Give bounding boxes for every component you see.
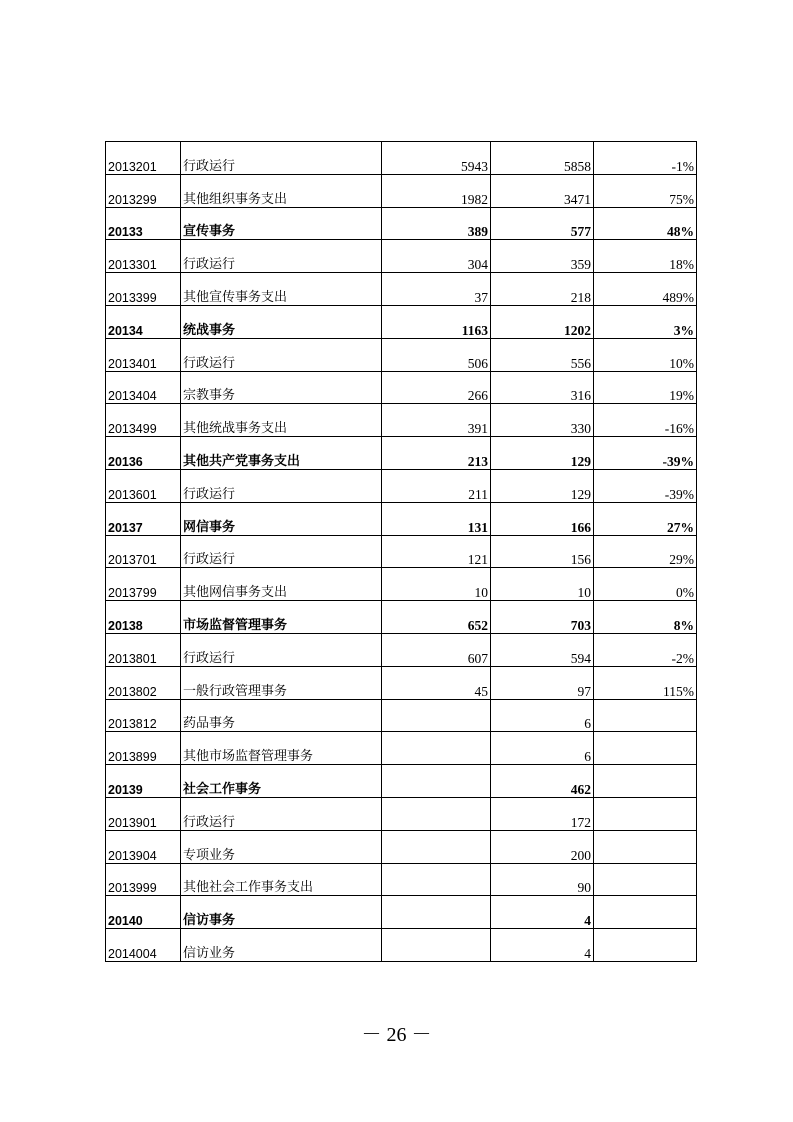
prior-value-cell (382, 699, 491, 732)
code-cell: 2013701 (106, 535, 181, 568)
name-cell: 行政运行 (181, 797, 382, 830)
change-percent-cell: 75% (594, 174, 697, 207)
current-value-cell: 1202 (491, 305, 594, 338)
prior-value-cell: 37 (382, 273, 491, 306)
code-cell: 2014004 (106, 929, 181, 962)
change-percent-cell (594, 830, 697, 863)
current-value-cell: 90 (491, 863, 594, 896)
category-row (106, 502, 697, 535)
name-cell: 宣传事务 (181, 207, 382, 240)
name-cell: 宗教事务 (181, 371, 382, 404)
name-cell: 行政运行 (181, 535, 382, 568)
change-percent-cell (594, 929, 697, 962)
prior-value-cell (382, 863, 491, 896)
current-value-cell: 166 (491, 502, 594, 535)
table-row (106, 797, 697, 830)
name-cell: 药品事务 (181, 699, 382, 732)
change-percent-cell (594, 863, 697, 896)
table-row (106, 273, 697, 306)
name-cell: 其他宣传事务支出 (181, 273, 382, 306)
change-percent-cell (594, 765, 697, 798)
name-cell: 其他市场监督管理事务 (181, 732, 382, 765)
current-value-cell: 703 (491, 601, 594, 634)
prior-value-cell (382, 765, 491, 798)
table-row (106, 863, 697, 896)
code-cell: 20133 (106, 207, 181, 240)
code-cell: 2013901 (106, 797, 181, 830)
prior-value-cell: 211 (382, 469, 491, 502)
code-cell: 2013601 (106, 469, 181, 502)
code-cell: 20140 (106, 896, 181, 929)
change-percent-cell: 19% (594, 371, 697, 404)
category-row (106, 305, 697, 338)
current-value-cell: 200 (491, 830, 594, 863)
name-cell: 信访业务 (181, 929, 382, 962)
code-cell: 2013812 (106, 699, 181, 732)
code-cell: 20137 (106, 502, 181, 535)
name-cell: 市场监督管理事务 (181, 601, 382, 634)
name-cell: 其他共产党事务支出 (181, 437, 382, 470)
change-percent-cell: 3% (594, 305, 697, 338)
current-value-cell: 3471 (491, 174, 594, 207)
current-value-cell: 97 (491, 666, 594, 699)
table-row (106, 666, 697, 699)
code-cell: 2013499 (106, 404, 181, 437)
category-row (106, 601, 697, 634)
prior-value-cell: 10 (382, 568, 491, 601)
table-row (106, 830, 697, 863)
table-row (106, 371, 697, 404)
prior-value-cell: 389 (382, 207, 491, 240)
current-value-cell: 594 (491, 633, 594, 666)
prior-value-cell: 304 (382, 240, 491, 273)
current-value-cell: 462 (491, 765, 594, 798)
code-cell: 20134 (106, 305, 181, 338)
change-percent-cell: -39% (594, 469, 697, 502)
code-cell: 2013301 (106, 240, 181, 273)
change-percent-cell: -1% (594, 142, 697, 175)
table-row (106, 240, 697, 273)
prior-value-cell (382, 797, 491, 830)
code-cell: 20138 (106, 601, 181, 634)
name-cell: 行政运行 (181, 469, 382, 502)
code-cell: 2013802 (106, 666, 181, 699)
category-row (106, 207, 697, 240)
category-row (106, 765, 697, 798)
name-cell: 一般行政管理事务 (181, 666, 382, 699)
current-value-cell: 556 (491, 338, 594, 371)
table-row (106, 699, 697, 732)
code-cell: 2013801 (106, 633, 181, 666)
prior-value-cell: 5943 (382, 142, 491, 175)
name-cell: 统战事务 (181, 305, 382, 338)
current-value-cell: 5858 (491, 142, 594, 175)
change-percent-cell: 18% (594, 240, 697, 273)
prior-value-cell: 266 (382, 371, 491, 404)
change-percent-cell: 115% (594, 666, 697, 699)
budget-table (105, 141, 697, 962)
table-row (106, 404, 697, 437)
current-value-cell: 218 (491, 273, 594, 306)
current-value-cell: 172 (491, 797, 594, 830)
prior-value-cell: 1982 (382, 174, 491, 207)
name-cell: 行政运行 (181, 338, 382, 371)
prior-value-cell: 131 (382, 502, 491, 535)
change-percent-cell (594, 732, 697, 765)
name-cell: 专项业务 (181, 830, 382, 863)
name-cell: 网信事务 (181, 502, 382, 535)
change-percent-cell: -39% (594, 437, 697, 470)
name-cell: 其他网信事务支出 (181, 568, 382, 601)
name-cell: 社会工作事务 (181, 765, 382, 798)
category-row (106, 437, 697, 470)
current-value-cell: 10 (491, 568, 594, 601)
category-row (106, 896, 697, 929)
current-value-cell: 156 (491, 535, 594, 568)
current-value-cell: 129 (491, 469, 594, 502)
code-cell: 2013399 (106, 273, 181, 306)
prior-value-cell (382, 830, 491, 863)
table-row (106, 633, 697, 666)
prior-value-cell: 45 (382, 666, 491, 699)
name-cell: 其他社会工作事务支出 (181, 863, 382, 896)
change-percent-cell: -16% (594, 404, 697, 437)
prior-value-cell: 391 (382, 404, 491, 437)
table-row (106, 469, 697, 502)
name-cell: 行政运行 (181, 633, 382, 666)
prior-value-cell: 121 (382, 535, 491, 568)
code-cell: 2013404 (106, 371, 181, 404)
change-percent-cell: 489% (594, 273, 697, 306)
budget-table-body (106, 142, 697, 962)
code-cell: 2013299 (106, 174, 181, 207)
name-cell: 其他统战事务支出 (181, 404, 382, 437)
prior-value-cell: 506 (382, 338, 491, 371)
current-value-cell: 4 (491, 896, 594, 929)
prior-value-cell: 213 (382, 437, 491, 470)
table-row (106, 732, 697, 765)
current-value-cell: 316 (491, 371, 594, 404)
name-cell: 其他组织事务支出 (181, 174, 382, 207)
current-value-cell: 6 (491, 699, 594, 732)
change-percent-cell: -2% (594, 633, 697, 666)
current-value-cell: 4 (491, 929, 594, 962)
code-cell: 2013799 (106, 568, 181, 601)
table-row (106, 568, 697, 601)
change-percent-cell (594, 896, 697, 929)
table-row (106, 142, 697, 175)
table-row (106, 535, 697, 568)
prior-value-cell (382, 732, 491, 765)
prior-value-cell (382, 896, 491, 929)
current-value-cell: 577 (491, 207, 594, 240)
code-cell: 2013401 (106, 338, 181, 371)
name-cell: 行政运行 (181, 240, 382, 273)
change-percent-cell: 10% (594, 338, 697, 371)
change-percent-cell: 0% (594, 568, 697, 601)
current-value-cell: 6 (491, 732, 594, 765)
change-percent-cell: 48% (594, 207, 697, 240)
change-percent-cell: 8% (594, 601, 697, 634)
change-percent-cell: 27% (594, 502, 697, 535)
code-cell: 2013201 (106, 142, 181, 175)
code-cell: 2013999 (106, 863, 181, 896)
prior-value-cell: 652 (382, 601, 491, 634)
change-percent-cell (594, 699, 697, 732)
name-cell: 信访事务 (181, 896, 382, 929)
name-cell: 行政运行 (181, 142, 382, 175)
prior-value-cell (382, 929, 491, 962)
code-cell: 2013904 (106, 830, 181, 863)
current-value-cell: 129 (491, 437, 594, 470)
code-cell: 20136 (106, 437, 181, 470)
prior-value-cell: 607 (382, 633, 491, 666)
change-percent-cell (594, 797, 697, 830)
prior-value-cell: 1163 (382, 305, 491, 338)
page-number: － 26 － (361, 1024, 432, 1046)
table-row (106, 929, 697, 962)
code-cell: 2013899 (106, 732, 181, 765)
current-value-cell: 330 (491, 404, 594, 437)
current-value-cell: 359 (491, 240, 594, 273)
change-percent-cell: 29% (594, 535, 697, 568)
code-cell: 20139 (106, 765, 181, 798)
table-row (106, 174, 697, 207)
table-row (106, 338, 697, 371)
